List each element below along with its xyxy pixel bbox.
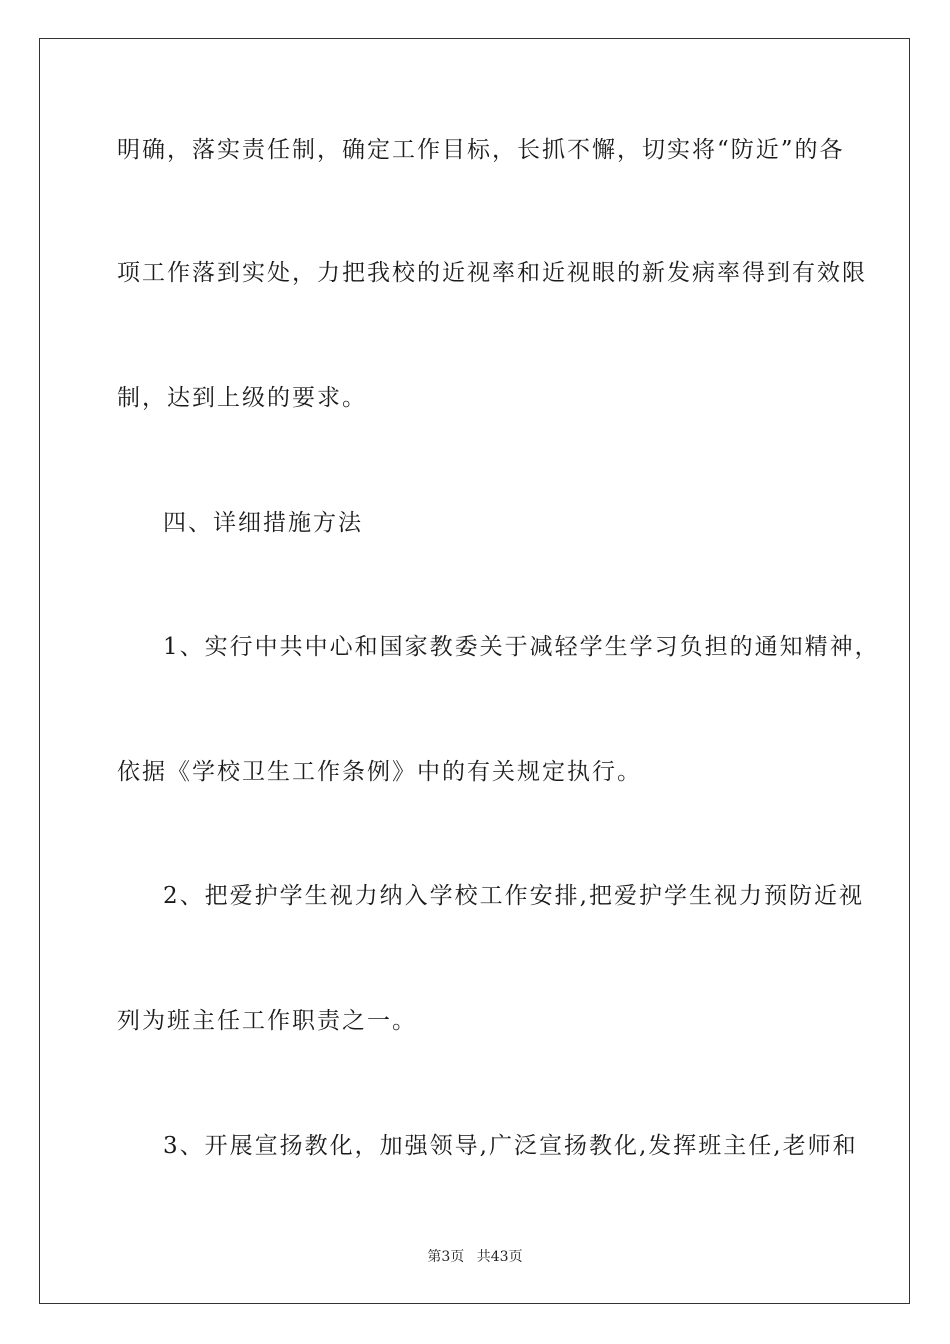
page-border: [39, 38, 910, 1304]
body-line-6: 依据《学校卫生工作条例》中的有关规定执行。: [117, 759, 642, 785]
page-total: 共43页: [476, 1249, 523, 1265]
body-line-8: 列为班主任工作职责之一。: [117, 1008, 417, 1034]
section-heading: 四、详细措施方法: [163, 510, 363, 536]
page-footer: [0, 1248, 950, 1266]
body-line-3: 制，达到上级的要求。: [117, 385, 367, 411]
page-number: 第3页: [427, 1249, 465, 1265]
body-line-5: 1、实行中共中心和国家教委关于减轻学生学习负担的通知精神，: [163, 634, 880, 660]
body-line-1: 明确，落实责任制，确定工作目标，长抓不懈，切实将“防近”的各: [117, 137, 845, 163]
body-line-9: 3、开展宣扬教化，加强领导,广泛宣扬教化,发挥班主任,老师和: [163, 1133, 858, 1159]
body-line-7: 2、把爱护学生视力纳入学校工作安排,把爱护学生视力预防近视: [163, 883, 864, 909]
body-line-2: 项工作落到实处，力把我校的近视率和近视眼的新发病率得到有效限: [117, 260, 867, 286]
